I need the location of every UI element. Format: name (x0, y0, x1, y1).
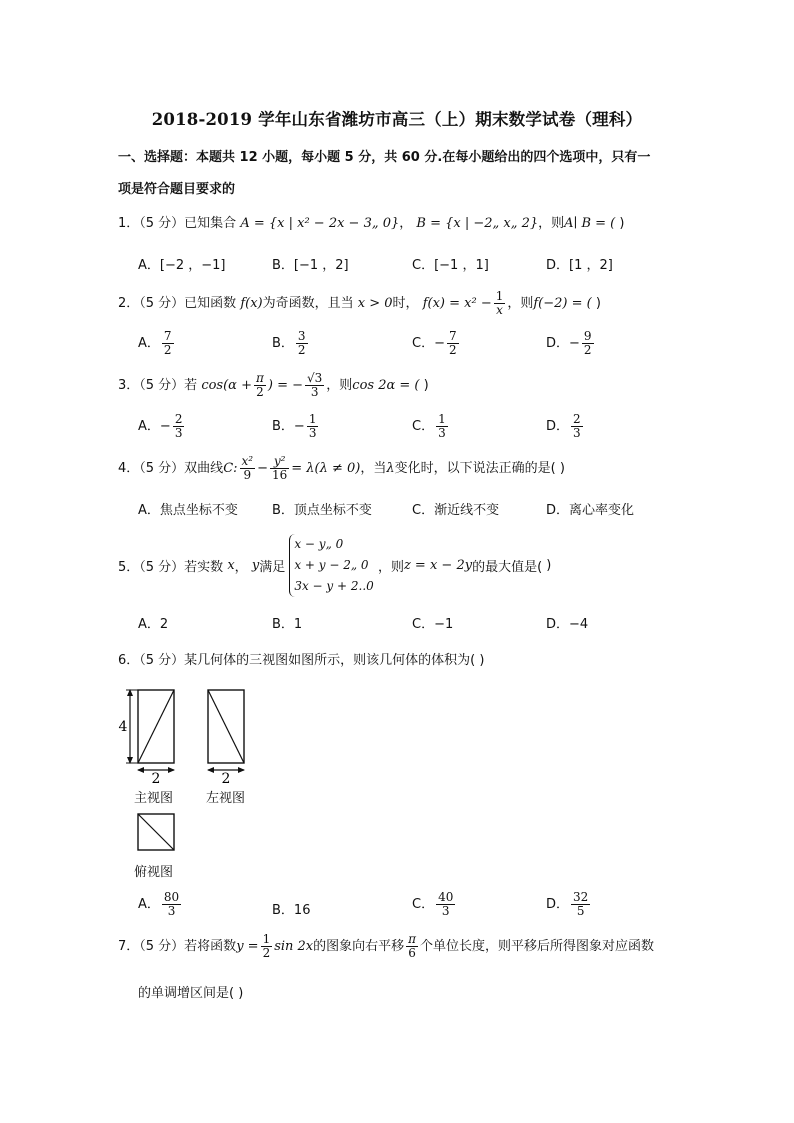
side-width-arrow-left (207, 767, 214, 773)
question-3-pi-frac (254, 372, 266, 399)
q4-option-a[interactable]: A．焦点坐标不变 (138, 503, 238, 518)
option-sign: − (293, 419, 305, 434)
top-view-label: 俯视图 (134, 865, 174, 880)
frac-denominator: 5 (576, 904, 585, 918)
option-letter: C． (412, 419, 435, 434)
frac-numerator: y² (270, 455, 289, 469)
option-frac (296, 330, 308, 357)
frac-numerator: 1 (438, 412, 446, 426)
frac-numerator: 1 (308, 412, 317, 426)
system-line-2: x + y − 2„ 0 (294, 558, 369, 572)
question-6-stem: 6．（5 分）某几何体的三视图如图所示，则该几何体的体积为( (118, 653, 476, 668)
frac-denominator: 3 (441, 904, 450, 918)
section-heading-cont (118, 178, 688, 197)
option-letter: D． (546, 897, 570, 912)
option-letter: C． (412, 336, 435, 351)
frac-denominator: 3 (308, 426, 317, 440)
q5-option-d[interactable]: D．−4 (546, 617, 589, 632)
question-5-x: x (227, 558, 235, 573)
option-letter: A． (138, 336, 160, 351)
question-7-line2-text: 的单调增区间是( (138, 986, 235, 1001)
question-7-sin: sin 2x (274, 939, 314, 954)
question-4-frac-x (240, 455, 256, 482)
q6-option-b[interactable] (272, 899, 310, 918)
system-line-3: 3x − y + 2..0 (294, 579, 374, 593)
q3-option-a[interactable] (138, 413, 186, 440)
frac-denominator: 3 (438, 426, 446, 440)
question-2-text3: ，则 (507, 296, 534, 311)
option-frac (162, 891, 181, 918)
q4-option-b[interactable]: B．顶点坐标不变 (272, 503, 372, 518)
question-6 (118, 649, 484, 668)
frac-denominator: 16 (272, 468, 288, 482)
question-7-pi-frac (406, 933, 418, 960)
top-view-diagonal (138, 814, 174, 850)
question-7-text2: 个单位长度，则平移后所得图象对应函数 (420, 939, 655, 954)
question-4-minus: − (257, 461, 268, 476)
page-title: 2018-2019 学年山东省潍坊市高三（上）期末数学试卷（理科） (151, 110, 643, 129)
q5-option-b[interactable]: B．1 (272, 617, 303, 632)
q4-option-d[interactable]: D．离心率变化 (546, 503, 635, 518)
question-4 (118, 455, 565, 482)
question-3-cos: cos(α + (201, 378, 252, 393)
frac-denominator: 2 (262, 946, 271, 960)
frac-numerator: 2 (174, 412, 183, 426)
question-7-y: y = (236, 939, 259, 954)
side-width-arrow-right (238, 767, 245, 773)
front-width-arrow-left (137, 767, 144, 773)
q2-option-b[interactable] (272, 330, 310, 357)
question-4-lambda2: λ (386, 461, 395, 476)
question-3-then: ，则 (326, 378, 353, 393)
frac-numerator: π (255, 371, 264, 385)
question-2-frac (494, 290, 506, 317)
question-2-func: f(x) = x² − (422, 296, 492, 311)
side-width-label: 2 (221, 771, 231, 787)
option-letter: B． (272, 419, 294, 434)
section-heading-line1: 一、选择题：本题共 12 小题，每小题 5 分，共 60 分.在每小题给出的四个选项中，只有一 (118, 150, 651, 165)
frac-denominator: 3 (167, 904, 176, 918)
q1-option-b[interactable]: B．[−1 ，2] (272, 258, 349, 273)
question-3-sqrt-frac (305, 372, 324, 399)
frac-denominator: 9 (243, 468, 252, 482)
q1-option-c[interactable]: C．[−1 ，1] (412, 258, 489, 273)
q1-option-d[interactable]: D．[1 ，2] (546, 258, 613, 273)
question-4-c: C: (223, 461, 238, 476)
question-4-prefix: 4．（5 分）双曲线 (118, 461, 224, 476)
question-7-blank: ) (234, 986, 244, 1001)
question-4-text2: 变化时，以下说法正确的是( (394, 461, 556, 476)
option-frac (307, 413, 319, 440)
frac-denominator: 3 (310, 385, 319, 399)
front-view-diagonal (138, 690, 174, 763)
frac-numerator: 40 (438, 890, 454, 904)
question-2 (118, 290, 601, 317)
frac-numerator: 32 (573, 890, 589, 904)
side-view-label: 左视图 (206, 791, 246, 806)
frac-numerator: 2 (573, 412, 581, 426)
q5-option-c[interactable]: C．−1 (412, 617, 454, 632)
question-6-blank: ) (475, 653, 485, 668)
question-5-blank: ) (542, 558, 552, 573)
question-2-prefix: 2．（5 分）已知函数 (118, 296, 237, 311)
q6-option-d[interactable] (546, 891, 592, 918)
option-letter: B．16 (272, 903, 311, 918)
question-7-text1: 的图象向右平移 (313, 939, 405, 954)
q2-option-a[interactable] (138, 330, 176, 357)
q2-option-c[interactable] (412, 330, 461, 357)
question-5-then: ，则 (377, 560, 404, 575)
question-5-y: y (251, 558, 260, 573)
option-frac (571, 891, 590, 918)
question-5-prefix: 5．（5 分）若实数 (118, 560, 224, 575)
question-1 (118, 212, 624, 231)
question-4-frac-y (270, 455, 289, 482)
option-sign: − (159, 419, 171, 434)
question-1-sep: ， (399, 216, 413, 231)
option-frac (436, 413, 448, 440)
question-5 (118, 534, 551, 597)
question-2-text1: 为奇函数，且当 (262, 296, 354, 311)
q5-option-a[interactable]: A．2 (138, 617, 169, 632)
option-letter: D． (546, 336, 570, 351)
question-5-satisfy: 满足 (259, 560, 286, 575)
frac-numerator: √3 (307, 371, 323, 385)
q3-option-b[interactable] (272, 413, 320, 440)
option-sign: − (434, 336, 445, 351)
option-letter: A． (138, 419, 160, 434)
question-1-set-b: B = {x | −2„ x„ 2} (416, 216, 539, 231)
option-letter: A． (138, 897, 160, 912)
frac-numerator: π (408, 932, 417, 946)
option-frac (447, 330, 459, 357)
question-1-then: ，则 (538, 216, 565, 231)
option-letter: C． (412, 897, 435, 912)
question-1-prefix: 1．（5 分）已知集合 (118, 216, 237, 231)
frac-denominator: 6 (408, 946, 416, 960)
question-1-blank: ) (615, 216, 625, 231)
question-7-prefix: 7．（5 分）若将函数 (118, 939, 237, 954)
question-5-objective: z = x − 2y (403, 558, 473, 573)
frac-numerator: 80 (163, 890, 180, 904)
frac-numerator: x² (241, 454, 254, 468)
frac-denominator: 3 (174, 426, 183, 440)
question-7 (118, 933, 654, 960)
frac-denominator: 3 (573, 426, 581, 440)
option-frac (173, 413, 185, 440)
question-4-blank: ) (555, 461, 565, 476)
question-2-ask: f(−2) = ( (533, 296, 592, 311)
front-view-label: 主视图 (134, 791, 174, 806)
frac-numerator: 1 (495, 289, 504, 303)
frac-numerator: 7 (163, 329, 172, 343)
option-frac (162, 330, 174, 357)
frac-numerator: 3 (297, 329, 306, 343)
question-3-blank: ) (419, 378, 429, 393)
q3-option-d[interactable] (546, 413, 585, 440)
question-2-text2: 时， (392, 296, 419, 311)
question-5-sep: ， (234, 560, 248, 575)
q3-option-c[interactable] (412, 413, 450, 440)
front-width-label: 2 (151, 771, 161, 787)
option-sign: − (569, 336, 580, 351)
option-letter: B． (272, 336, 294, 351)
frac-numerator: 9 (583, 329, 592, 343)
question-1-expr: A∣ B = ( (564, 216, 616, 231)
frac-denominator: 2 (297, 343, 306, 357)
option-frac (571, 413, 583, 440)
front-width-arrow-right (168, 767, 175, 773)
frac-denominator: 2 (256, 385, 264, 399)
question-3 (118, 372, 429, 399)
three-view-figure (118, 686, 298, 886)
section-heading (118, 146, 688, 165)
question-3-ask: cos 2α = ( (352, 378, 420, 393)
option-letter: D． (546, 419, 570, 434)
q6-option-c[interactable] (412, 891, 457, 918)
question-1-set-a: A = {x | x² − 2x − 3„ 0} (240, 216, 400, 231)
question-5-system (289, 534, 373, 597)
question-7-half (261, 933, 273, 960)
option-frac (582, 330, 594, 357)
frac-denominator: 2 (448, 343, 457, 357)
question-3-prefix: 3．（5 分）若 (118, 378, 198, 393)
frac-denominator: 2 (163, 343, 172, 357)
question-2-fx: f(x) (240, 296, 263, 311)
frac-numerator: 1 (262, 932, 271, 946)
q4-option-c[interactable]: C．渐近线不变 (412, 503, 500, 518)
q2-option-d[interactable] (546, 330, 596, 357)
question-4-lambda: = λ(λ ≠ 0) (291, 461, 361, 476)
q6-option-a[interactable] (138, 891, 183, 918)
system-line-1: x − y„ 0 (294, 537, 344, 551)
question-2-blank: ) (591, 296, 601, 311)
side-view-diagonal (208, 690, 244, 763)
q1-option-a[interactable]: A．[−2 ，−1] (138, 258, 226, 273)
frac-denominator: 2 (583, 343, 592, 357)
option-frac (436, 891, 455, 918)
height-label: 4 (118, 719, 128, 735)
frac-denominator: x (496, 303, 503, 317)
frac-numerator: 7 (448, 329, 457, 343)
question-7-line2 (138, 982, 243, 1001)
question-2-cond: x > 0 (357, 296, 393, 311)
question-5-ask: 的最大值是( (472, 560, 543, 575)
question-4-text1: ，当 (360, 461, 387, 476)
section-heading-line2: 项是符合题目要求的 (118, 182, 236, 197)
question-3-eq: ) = − (267, 378, 303, 393)
